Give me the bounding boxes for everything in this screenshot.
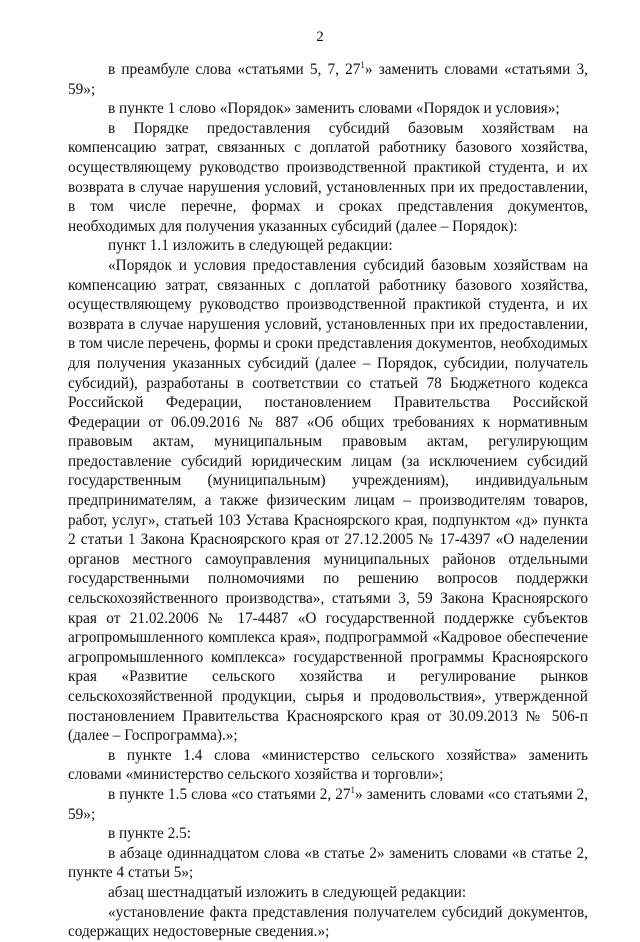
paragraph-sixteenth-text: «установление факта представления получателем субсидий документов, содержащих недостоверные сведения.»; [68, 903, 588, 941]
paragraph-eleventh: в абзаце одиннадцатом слова «в статье 2» заменить словами «в статье 2, пункте 4 статьи 5»; [68, 844, 588, 882]
paragraph-text: в преамбуле слова «статьями 5, 7, 27 [108, 61, 361, 78]
paragraph-item-2-5: в пункте 2.5: [108, 825, 191, 843]
document-body [68, 60, 588, 942]
paragraph-item-1: в пункте 1 слово «Порядок» заменить словами «Порядок и условия»; [108, 100, 560, 118]
paragraph-text: » заменить словами «со статьями 2, 59»; [68, 785, 589, 823]
paragraph-preamble [68, 60, 588, 99]
superscript: 1 [360, 59, 365, 70]
paragraph-item-1-1: пункт 1.1 изложить в следующей редакции: [108, 237, 393, 255]
paragraph-sixteenth: абзац шестнадцатый изложить в следующей редакции: [108, 883, 467, 901]
paragraph-procedure: в Порядке предоставления субсидий базовым хозяйствам на компенсацию затрат, связанных с доплатой работнику базового хозяйства, осуществляющему руководство производственной практикой студента, и их возврата в случае нарушения условий, установленных при их предоставлении, в том числе перечне, формах и сроках представления документов, необходимых для получения указанных субсидий (далее – Порядок): [68, 119, 588, 235]
paragraph-item-1-4: в пункте 1.4 слова «министерство сельского хозяйства» заменить словами «министерство сельского хозяйства и торговли»; [68, 746, 588, 784]
superscript: 1 [350, 784, 356, 795]
paragraph-text: » заменить словами «статьями 3, 59»; [68, 61, 588, 98]
page-number: 2 [316, 29, 324, 45]
paragraph-item-1-5 [68, 785, 588, 824]
paragraph-text: в пункте 1.5 слова «со статьями 2, 27 [108, 785, 351, 803]
paragraph-new-wording: «Порядок и условия предоставления субсидий базовым хозяйствам на компенсацию затрат, связанных с доплатой работнику базового хозяйства, осуществляющему руководство производственной практикой студента, и их возврата в случае нарушения условий, установленных при их предоставлении, в том числе перечень, формы и сроки представления документов, необходимых для получения указанных субсидий (далее – Порядок, субсидии, получатель субсидий), разработаны в соответствии со статьей 78 Бюджетного кодекса Российской Федерации, постановлением Правительства Российской Федерации от 06.09.2016 № 887 «Об общих требованиях к нормативным правовым актам, муниципальным правовым актам, регулирующим предоставление субсидий юридическим лицам (за исключением субсидий государственным (муниципальным) учреждениям), индивидуальным предпринимателям, а также физическим лицам – производителям товаров, работ, услуг», статьей 103 Устава Красноярского края, подпунктом «д» пункта 2 статьи 1 Закона Красноярского края от 27.12.2005 № 17-4397 «О наделении органов местного самоуправления муниципальных районов отдельными государственными полномочиями по решению вопросов поддержки сельскохозяйственного производства», статьями 3, 59 Закона Красноярского края от 21.02.2006 № 17-4487 «О государственной поддержке субъектов агропромышленного комплекса края», подпрограммой «Кадровое обеспечение агропромышленного комплекса» государственной программы Красноярского края «Развитие сельского хозяйства и регулирование рынков сельскохозяйственной продукции, сырья и продовольствия», утвержденной постановлением Правительства Красноярского края от 30.09.2013 № 506-п (далее – Госпрограмма).»; [68, 256, 588, 745]
